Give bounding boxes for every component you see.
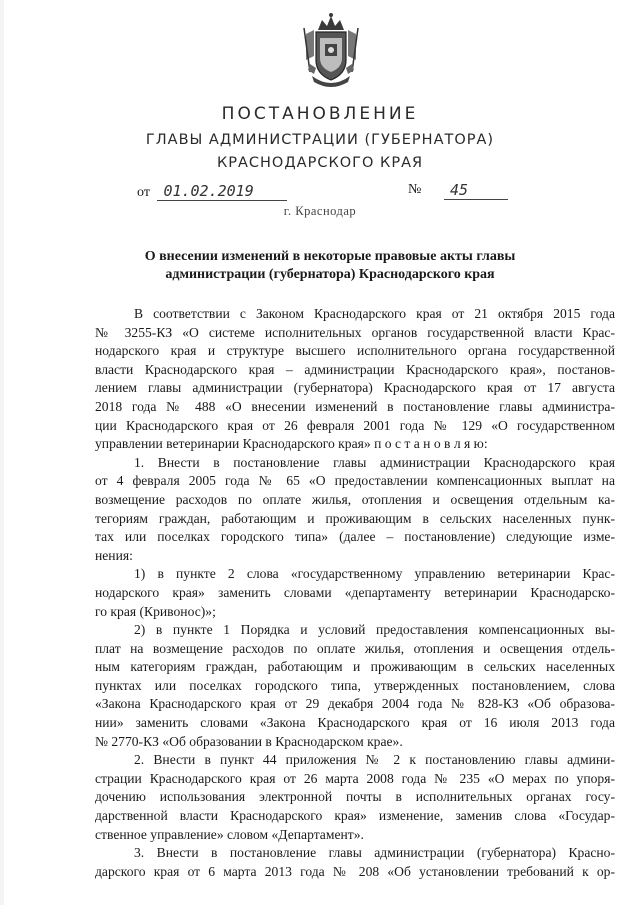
body-line: пунктах или поселках городского типа, утвержденных постановлением, слова: [95, 677, 615, 693]
issuer-line-2: КРАСНОДАРСКОГО КРАЯ: [216, 155, 424, 171]
body-line: 3. Внести в постановление главы администрации (губернатора) Красно-: [134, 845, 615, 861]
document-body: [95, 305, 615, 881]
body-line: ственное управление» словом «Департамент».: [95, 826, 364, 842]
city-name: г. Краснодар: [283, 204, 357, 218]
number-label: №: [408, 182, 422, 197]
body-line: нения:: [95, 547, 133, 563]
body-line: тегориям граждан, работающим и проживающим в сельских населенных пунк-: [95, 510, 615, 526]
body-line: страции Краснодарского края от 26 марта 2008 года № 235 «О мерах по упоря-: [95, 770, 615, 786]
number-value: 45: [444, 181, 508, 200]
body-line: власти Краснодарского края – администрации Краснодарского края», постанов-: [95, 361, 615, 377]
document-subject: [120, 248, 540, 284]
subject-line: администрации (губернатора) Краснодарского края: [165, 267, 495, 282]
krasnodar-coat-of-arms-icon: [300, 12, 362, 90]
body-line: ным категориям граждан, работающим и проживающим в сельских населенных: [95, 659, 615, 675]
body-line: В соответствии с Законом Краснодарского края от 21 октября 2015 года: [134, 306, 615, 321]
body-line: 2018 года № 488 «О внесении изменений в постановление главы администра-: [95, 398, 615, 414]
body-line: 2) в пункте 1 Порядка и условий предоставления компенсационных вы-: [134, 622, 615, 638]
body-line: дочению использования электронной почты в исполнительных органах госу-: [95, 789, 615, 805]
body-line: возмещение расходов по оплате жилья, отопления и освещения отдельным ка-: [95, 491, 615, 507]
body-line: № 3255-КЗ «О системе исполнительных органов государственной власти Крас-: [95, 324, 615, 340]
document-title: ПОСТАНОВЛЕНИЕ: [221, 104, 419, 124]
body-line: 2. Внести в пункт 44 приложения № 2 к постановлению главы админи-: [134, 752, 615, 768]
date-number-line: [137, 181, 469, 201]
body-line: нии» заменить словами «Закона Краснодарского края от 16 июля 2013 года: [95, 715, 615, 731]
body-line: 1) в пункте 2 слова «государственному управлению ветеринарии Крас-: [134, 566, 615, 582]
body-line: «Закона Краснодарского края от 29 декабря 2004 года № 828-КЗ «Об образова-: [95, 696, 615, 712]
date-value: 01.02.2019: [157, 182, 287, 201]
date-label: от: [137, 185, 150, 200]
body-line: дарского края от 6 марта 2013 года № 208 «Об установлении требований к ор-: [95, 863, 615, 879]
body-line: тах или поселках городского типа» (далее – постановление) следующие изме-: [95, 529, 615, 545]
body-line: управлении ветеринарии Краснодарского края» п о с т а н о в л я ю:: [95, 436, 488, 452]
body-line: го края (Кривонос)»;: [95, 603, 216, 619]
body-line: 1. Внести в постановление главы администрации Краснодарского края: [134, 454, 615, 470]
subject-line: О внесении изменений в некоторые правовые акты главы: [144, 249, 516, 264]
body-line: лением главы администрации (губернатора) Краснодарского края от 17 августа: [95, 380, 615, 396]
body-line: нодарского края» заменить словами «департаменту ветеринарии Краснодарско-: [95, 584, 615, 600]
body-line: № 2770-КЗ «Об образовании в Краснодарском крае».: [95, 733, 403, 749]
body-line: нодарского края и структуре высшего исполнительного органа государственной: [95, 343, 615, 359]
issuer-line-1: ГЛАВЫ АДМИНИСТРАЦИИ (ГУБЕРНАТОРА): [145, 132, 495, 148]
body-line: дарственной власти Краснодарского края» изменение, заменив слова «Государ-: [95, 808, 615, 824]
body-line: плат на возмещение расходов по оплате жилья, отопления и освещения отдель-: [95, 640, 615, 656]
body-line: от 4 февраля 2005 года № 65 «О предоставлении компенсационных выплат на: [95, 473, 615, 489]
body-line: ции Краснодарского края от 26 февраля 2001 года № 129 «О государственном: [95, 417, 615, 433]
